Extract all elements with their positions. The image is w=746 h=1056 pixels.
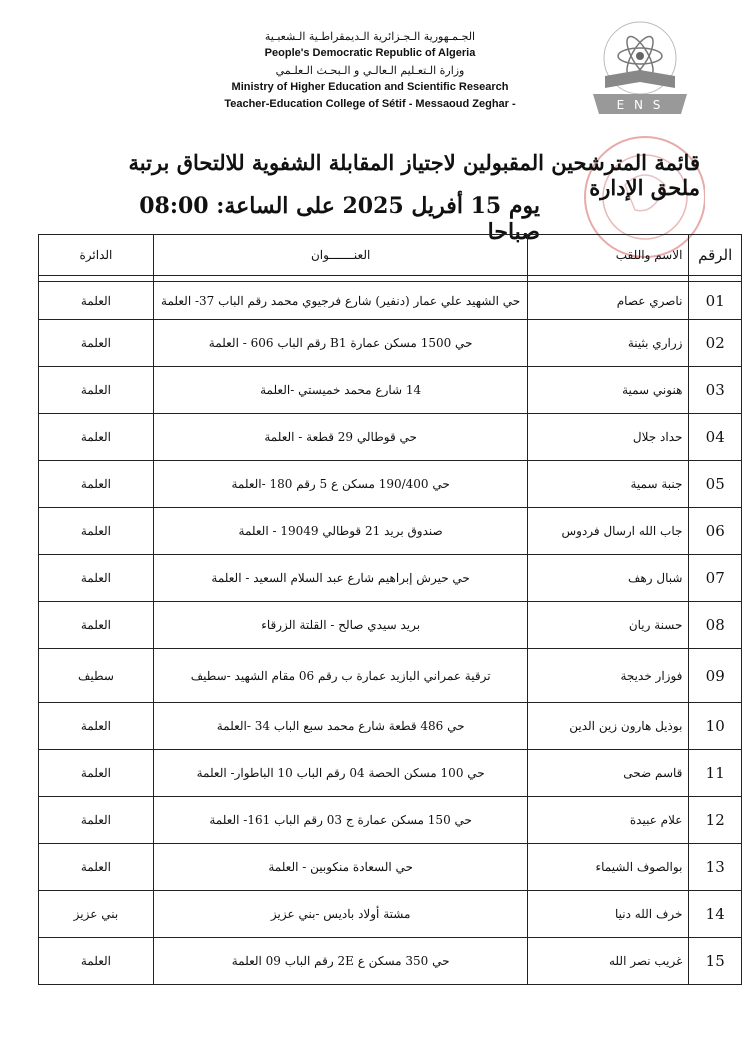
cell-daira: العلمة xyxy=(39,703,154,750)
cell-daira: العلمة xyxy=(39,844,154,891)
cell-address: صندوق بريد 21 قوطالي 19049 - العلمة xyxy=(153,508,528,555)
candidates-table xyxy=(38,234,742,985)
cell-address: ترقية عمراني البازيد عمارة ب رقم 06 مقام الشهيد -سطيف xyxy=(153,649,528,703)
cell-name: علام عبيدة xyxy=(528,797,689,844)
table-row xyxy=(39,844,742,891)
table-row xyxy=(39,750,742,797)
cell-name: خرف الله دنيا xyxy=(528,891,689,938)
cell-name: غريب نصر الله xyxy=(528,938,689,985)
table-row xyxy=(39,555,742,602)
cell-number: 02 xyxy=(689,320,742,367)
header-name: الاسم واللقب xyxy=(528,235,689,276)
cell-address: حي 190/400 مسكن ع 5 رقم 180 -العلمة xyxy=(153,461,528,508)
cell-address: حي حيرش إبراهيم شارع عبد السلام السعيد - العلمة xyxy=(153,555,528,602)
table-row xyxy=(39,649,742,703)
document-title: قائمة المترشحين المقبولين لاجتياز المقابلة الشفوية للالتحاق برتبة ملحق الإدارة xyxy=(128,150,700,200)
header-daira: الدائرة xyxy=(39,235,154,276)
cell-number: 06 xyxy=(689,508,742,555)
header-address: العنـــــــوان xyxy=(153,235,528,276)
table-row xyxy=(39,367,742,414)
table-row xyxy=(39,602,742,649)
college-english: Teacher-Education College of Sétif - Messaoud Zeghar - xyxy=(224,98,516,110)
ministry-english: Ministry of Higher Education and Scientific Research xyxy=(231,81,509,93)
cell-daira: العلمة xyxy=(39,320,154,367)
cell-number: 07 xyxy=(689,555,742,602)
cell-daira: العلمة xyxy=(39,750,154,797)
cell-number: 15 xyxy=(689,938,742,985)
republic-arabic: الجـمـهورية الـجـزائرية الـديمقراطـية الـشعبـية xyxy=(264,30,476,43)
cell-daira: العلمة xyxy=(39,282,154,320)
cell-name: جنبة سمية xyxy=(528,461,689,508)
cell-address: حي السعادة منكوبين - العلمة xyxy=(153,844,528,891)
cell-number: 03 xyxy=(689,367,742,414)
cell-name: قاسم ضحى xyxy=(528,750,689,797)
cell-name: فوزار خديجة xyxy=(528,649,689,703)
cell-address: حي 350 مسكن ع 2E رقم الباب 09 العلمة xyxy=(153,938,528,985)
table-header-row xyxy=(39,235,742,276)
cell-daira: بني عزيز xyxy=(39,891,154,938)
cell-daira: سطيف xyxy=(39,649,154,703)
cell-number: 08 xyxy=(689,602,742,649)
table-row xyxy=(39,414,742,461)
cell-name: جاب الله ارسال فردوس xyxy=(528,508,689,555)
cell-number: 10 xyxy=(689,703,742,750)
cell-daira: العلمة xyxy=(39,461,154,508)
cell-daira: العلمة xyxy=(39,938,154,985)
document-date-line: يوم 15 أفريل 2025 على الساعة: 08:00 صباحا xyxy=(139,193,540,245)
cell-number: 14 xyxy=(689,891,742,938)
cell-address: حي 486 قطعة شارع محمد سبع الباب 34 -العلمة xyxy=(153,703,528,750)
cell-number: 12 xyxy=(689,797,742,844)
table-row xyxy=(39,938,742,985)
cell-number: 11 xyxy=(689,750,742,797)
letterhead xyxy=(180,28,560,113)
table-row xyxy=(39,891,742,938)
republic-english: People's Democratic Republic of Algeria xyxy=(264,47,476,59)
table-body xyxy=(39,276,742,985)
table-row xyxy=(39,461,742,508)
table-row xyxy=(39,703,742,750)
ministry-arabic: وزارة الـتعـليم الـعالـي و الـبحـث الـعلـمي xyxy=(275,64,465,77)
cell-daira: العلمة xyxy=(39,555,154,602)
cell-address: حي 150 مسكن عمارة ج 03 رقم الباب 161- العلمة xyxy=(153,797,528,844)
cell-daira: العلمة xyxy=(39,367,154,414)
cell-address: حي 1500 مسكن عمارة B1 رقم الباب 606 - العلمة xyxy=(153,320,528,367)
cell-address: حي الشهيد علي عمار (دنفير) شارع فرجيوي محمد رقم الباب 37- العلمة xyxy=(153,282,528,320)
cell-name: حداد جلال xyxy=(528,414,689,461)
table-row xyxy=(39,797,742,844)
svg-text:E N S: E N S xyxy=(616,98,664,112)
cell-daira: العلمة xyxy=(39,602,154,649)
cell-name: هنوني سمية xyxy=(528,367,689,414)
cell-number: 01 xyxy=(689,282,742,320)
cell-daira: العلمة xyxy=(39,414,154,461)
cell-name: شبال رهف xyxy=(528,555,689,602)
cell-name: زراري بثينة xyxy=(528,320,689,367)
college-logo xyxy=(565,18,715,126)
cell-address: حي قوطالي 29 قطعة - العلمة xyxy=(153,414,528,461)
cell-number: 05 xyxy=(689,461,742,508)
cell-daira: العلمة xyxy=(39,797,154,844)
cell-number: 13 xyxy=(689,844,742,891)
table-row xyxy=(39,282,742,320)
cell-number: 09 xyxy=(689,649,742,703)
cell-name: ناصري عصام xyxy=(528,282,689,320)
cell-daira: العلمة xyxy=(39,508,154,555)
cell-address: حي 100 مسكن الحصة 04 رقم الباب 10 الباطوار- العلمة xyxy=(153,750,528,797)
cell-name: حسنة ريان xyxy=(528,602,689,649)
table-row xyxy=(39,508,742,555)
cell-name: بوالصوف الشيماء xyxy=(528,844,689,891)
cell-number: 04 xyxy=(689,414,742,461)
cell-name: بوذيل هارون زين الدين xyxy=(528,703,689,750)
table-row xyxy=(39,320,742,367)
cell-address: 14 شارع محمد خميستي -العلمة xyxy=(153,367,528,414)
cell-address: مشتة أولاد باديس -بني عزيز xyxy=(153,891,528,938)
header-number: الرقم xyxy=(689,235,742,276)
cell-address: بريد سيدي صالح - القلتة الزرقاء xyxy=(153,602,528,649)
